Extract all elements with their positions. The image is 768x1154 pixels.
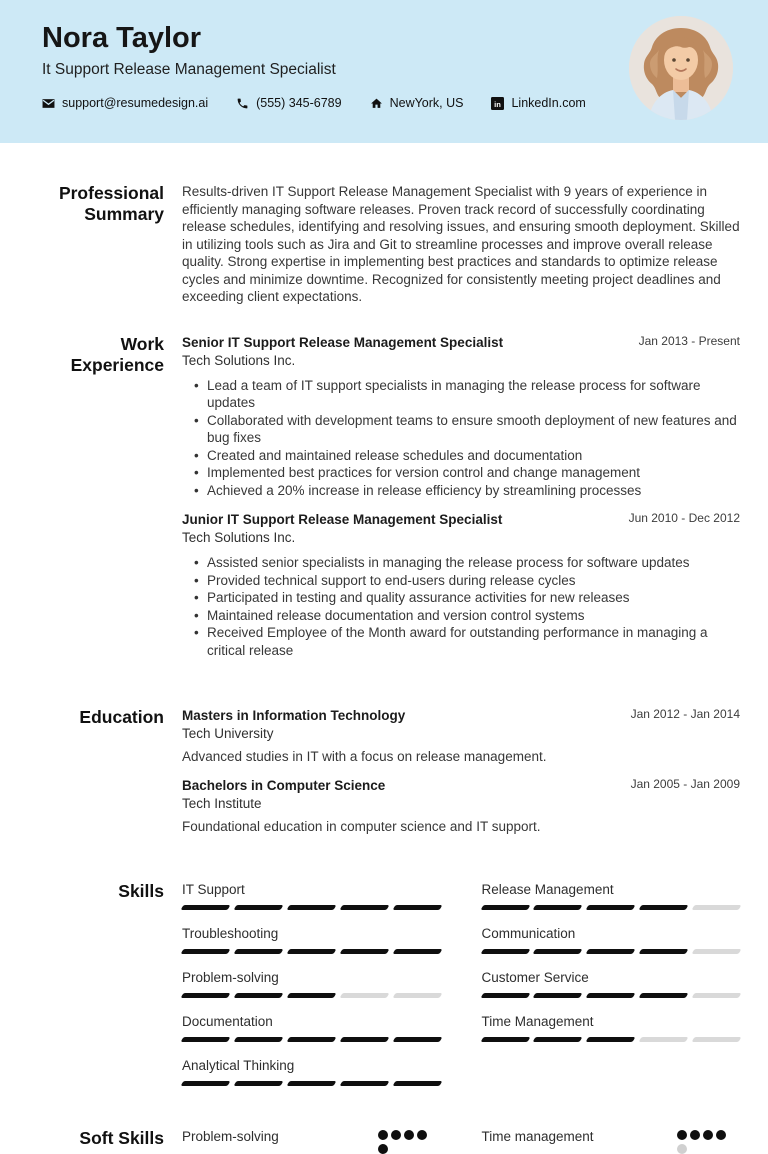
contact-item [370,96,464,110]
section-professional-summary [0,183,768,306]
soft-skill-dot [404,1130,414,1140]
skill-bar-segment [233,905,283,910]
skill-item [182,1013,441,1042]
skill-bar-segment [339,949,389,954]
skill-bar-segment [639,905,689,910]
entry-title: Junior IT Support Release Management Specialist [182,512,503,527]
skill-bar [182,949,441,954]
job-list [182,334,740,672]
job-bullet: • Implemented best practices for version control and change management [182,464,740,482]
entry-dates: Jan 2012 - Jan 2014 [630,707,740,721]
skill-bar-segment [533,1037,583,1042]
skill-bar-segment [639,949,689,954]
section-skills [0,881,768,1101]
job-entry [182,511,740,659]
skill-item [482,1013,741,1042]
skill-item [482,881,741,910]
skill-bar [482,993,741,998]
skills-column [482,881,741,1101]
skill-bar-segment [392,1037,442,1042]
skill-bar-segment [339,905,389,910]
skill-item [182,925,441,954]
job-bullet: • Participated in testing and quality assurance activities for new releases [182,589,740,607]
skill-bar-segment [639,1037,689,1042]
entry-header [182,511,740,528]
contact-item [42,96,208,110]
soft-skill-dot [690,1130,700,1140]
skill-bar-segment [339,1037,389,1042]
skill-bar-segment [286,993,336,998]
skill-bar-segment [286,1037,336,1042]
job-bullets [182,554,740,659]
skill-item [182,1057,441,1086]
skill-bar-segment [639,993,689,998]
skill-bar-segment [692,993,742,998]
contact-text: (555) 345-6789 [256,96,342,111]
entry-organization: Tech Institute [182,796,262,811]
skill-label: Analytical Thinking [182,1058,295,1073]
soft-skill-dot [703,1130,713,1140]
skill-bar [182,993,441,998]
section-work-experience [0,334,768,672]
skill-bar [482,1037,741,1042]
job-bullets [182,377,740,500]
contact-text: NewYork, US [389,96,464,111]
skill-label: Documentation [182,1014,273,1029]
skill-bar [182,1081,441,1086]
job-bullet: • Maintained release documentation and version control systems [182,607,740,625]
skill-bar-segment [339,993,389,998]
soft-skills-heading: Soft Skills [79,1128,164,1148]
skill-bar-segment [233,949,283,954]
skill-bar-segment [392,993,442,998]
soft-skill-dot [677,1130,687,1140]
svg-text:in: in [494,99,502,109]
education-entry [182,707,740,765]
soft-skill-item [182,1128,441,1154]
education-description: Foundational education in computer science and IT support. [182,819,541,834]
soft-skill-dots [677,1128,729,1154]
education-entry [182,777,740,835]
skill-bar-segment [586,1037,636,1042]
candidate-name: Nora Taylor [42,22,202,54]
skills-heading: Skills [118,881,164,901]
job-bullet: • Received Employee of the Month award for outstanding performance in managing a critical release [182,624,740,659]
skill-label: Troubleshooting [182,926,279,941]
skill-bar-segment [692,905,742,910]
education-list [182,707,740,847]
skill-bar-segment [533,993,583,998]
skills-grid [182,881,740,1101]
skill-bar-segment [480,949,530,954]
skill-label: Problem-solving [182,970,279,985]
soft-skill-dot [378,1144,388,1154]
soft-skills-grid [182,1128,740,1154]
skill-bar-segment [286,905,336,910]
skill-bar-segment [181,1081,231,1086]
skill-bar-segment [286,949,336,954]
skill-label: Communication [481,926,576,941]
skill-bar-segment [586,949,636,954]
soft-skill-dot [716,1130,726,1140]
job-bullet: • Assisted senior specialists in managing the release process for software updates [182,554,740,572]
skill-bar-segment [692,949,742,954]
job-bullet: • Collaborated with development teams to ensure smooth deployment of new features and bug fixes [182,412,740,447]
soft-skill-dot [391,1130,401,1140]
job-bullet: • Provided technical support to end-users during release cycles [182,572,740,590]
soft-skill-dot [677,1144,687,1154]
skill-label: Time Management [481,1014,594,1029]
summary-heading: Professional Summary [58,183,164,224]
section-soft-skills [0,1128,768,1154]
skill-bar-segment [480,1037,530,1042]
skill-item [482,925,741,954]
skill-bar-segment [533,949,583,954]
skill-bar-segment [233,1037,283,1042]
entry-header [182,334,740,351]
skill-bar-segment [692,1037,742,1042]
entry-dates: Jan 2005 - Jan 2009 [630,777,740,791]
skill-bar [482,905,741,910]
entry-organization: Tech Solutions Inc. [182,352,296,368]
skill-bar-segment [480,993,530,998]
entry-header [182,777,740,794]
education-heading: Education [79,707,164,727]
skills-column [182,881,441,1101]
skill-bar-segment [339,1081,389,1086]
soft-skill-label: Problem-solving [182,1129,279,1144]
avatar-illustration [629,16,733,120]
skill-bar-segment [392,949,442,954]
summary-text: Results-driven IT Support Release Management Specialist with 9 years of experience in efficiently managing software releases. Proven track record of successfully coordinating release schedules, identifying and resolving issues, and ensuring smooth deployment. Skilled in utilizing tools such as Jira and Git to streamline processes and improve overall release quality. Strong expertise in implementing best practices and standards to optimize release cycles and minimize downtime. Recognized for consistently meeting project deadlines and exceeding client expectations. [182,184,740,304]
contact-item [236,96,341,110]
job-entry [182,334,740,500]
job-bullet: • Lead a team of IT support specialists in managing the release process for software updates [182,377,740,412]
skill-label: Customer Service [481,970,589,985]
resume-body [0,143,768,1154]
entry-dates: Jun 2010 - Dec 2012 [628,511,740,525]
resume-header [0,0,768,143]
contact-text: LinkedIn.com [511,96,586,111]
work-heading: Work Experience [70,333,164,375]
skill-item [182,881,441,910]
soft-skill-dot [417,1130,427,1140]
soft-skill-label: Time management [481,1129,594,1144]
soft-skill-item [482,1128,741,1154]
job-bullet: • Achieved a 20% increase in release efficiency by streamlining processes [182,482,740,500]
section-education [0,707,768,847]
skill-bar-segment [181,905,231,910]
skill-bar-segment [533,905,583,910]
skill-bar [182,1037,441,1042]
entry-title: Senior IT Support Release Management Specialist [182,334,504,350]
skill-bar-segment [181,949,231,954]
skill-label: Release Management [481,882,614,897]
contact-item [491,96,585,110]
skill-item [482,969,741,998]
home-icon [370,97,383,110]
entry-organization: Tech University [182,726,274,741]
linkedin-icon [491,97,504,110]
skill-bar-segment [480,905,530,910]
skill-bar-segment [233,1081,283,1086]
skill-bar-segment [392,905,442,910]
entry-title: Masters in Information Technology [182,708,406,723]
entry-dates: Jan 2013 - Present [638,333,740,348]
contact-text: support@resumedesign.ai [62,96,209,111]
skill-bar-segment [286,1081,336,1086]
soft-skill-dot [378,1130,388,1140]
skill-bar-segment [181,1037,231,1042]
soft-skill-dots [378,1128,430,1154]
entry-organization: Tech Solutions Inc. [182,530,296,545]
skill-bar-segment [586,905,636,910]
skill-bar [482,949,741,954]
skill-bar-segment [586,993,636,998]
skill-bar-segment [392,1081,442,1086]
avatar [629,16,733,120]
skill-bar [182,905,441,910]
education-description: Advanced studies in IT with a focus on release management. [182,749,547,764]
entry-title: Bachelors in Computer Science [182,778,386,793]
skill-label: IT Support [182,882,245,897]
job-bullet: • Created and maintained release schedules and documentation [182,447,740,465]
skill-bar-segment [181,993,231,998]
entry-header [182,707,740,724]
skill-item [182,969,441,998]
phone-icon [236,97,249,110]
skill-bar-segment [233,993,283,998]
candidate-job-title: It Support Release Management Specialist [42,61,336,79]
email-icon [42,97,55,110]
